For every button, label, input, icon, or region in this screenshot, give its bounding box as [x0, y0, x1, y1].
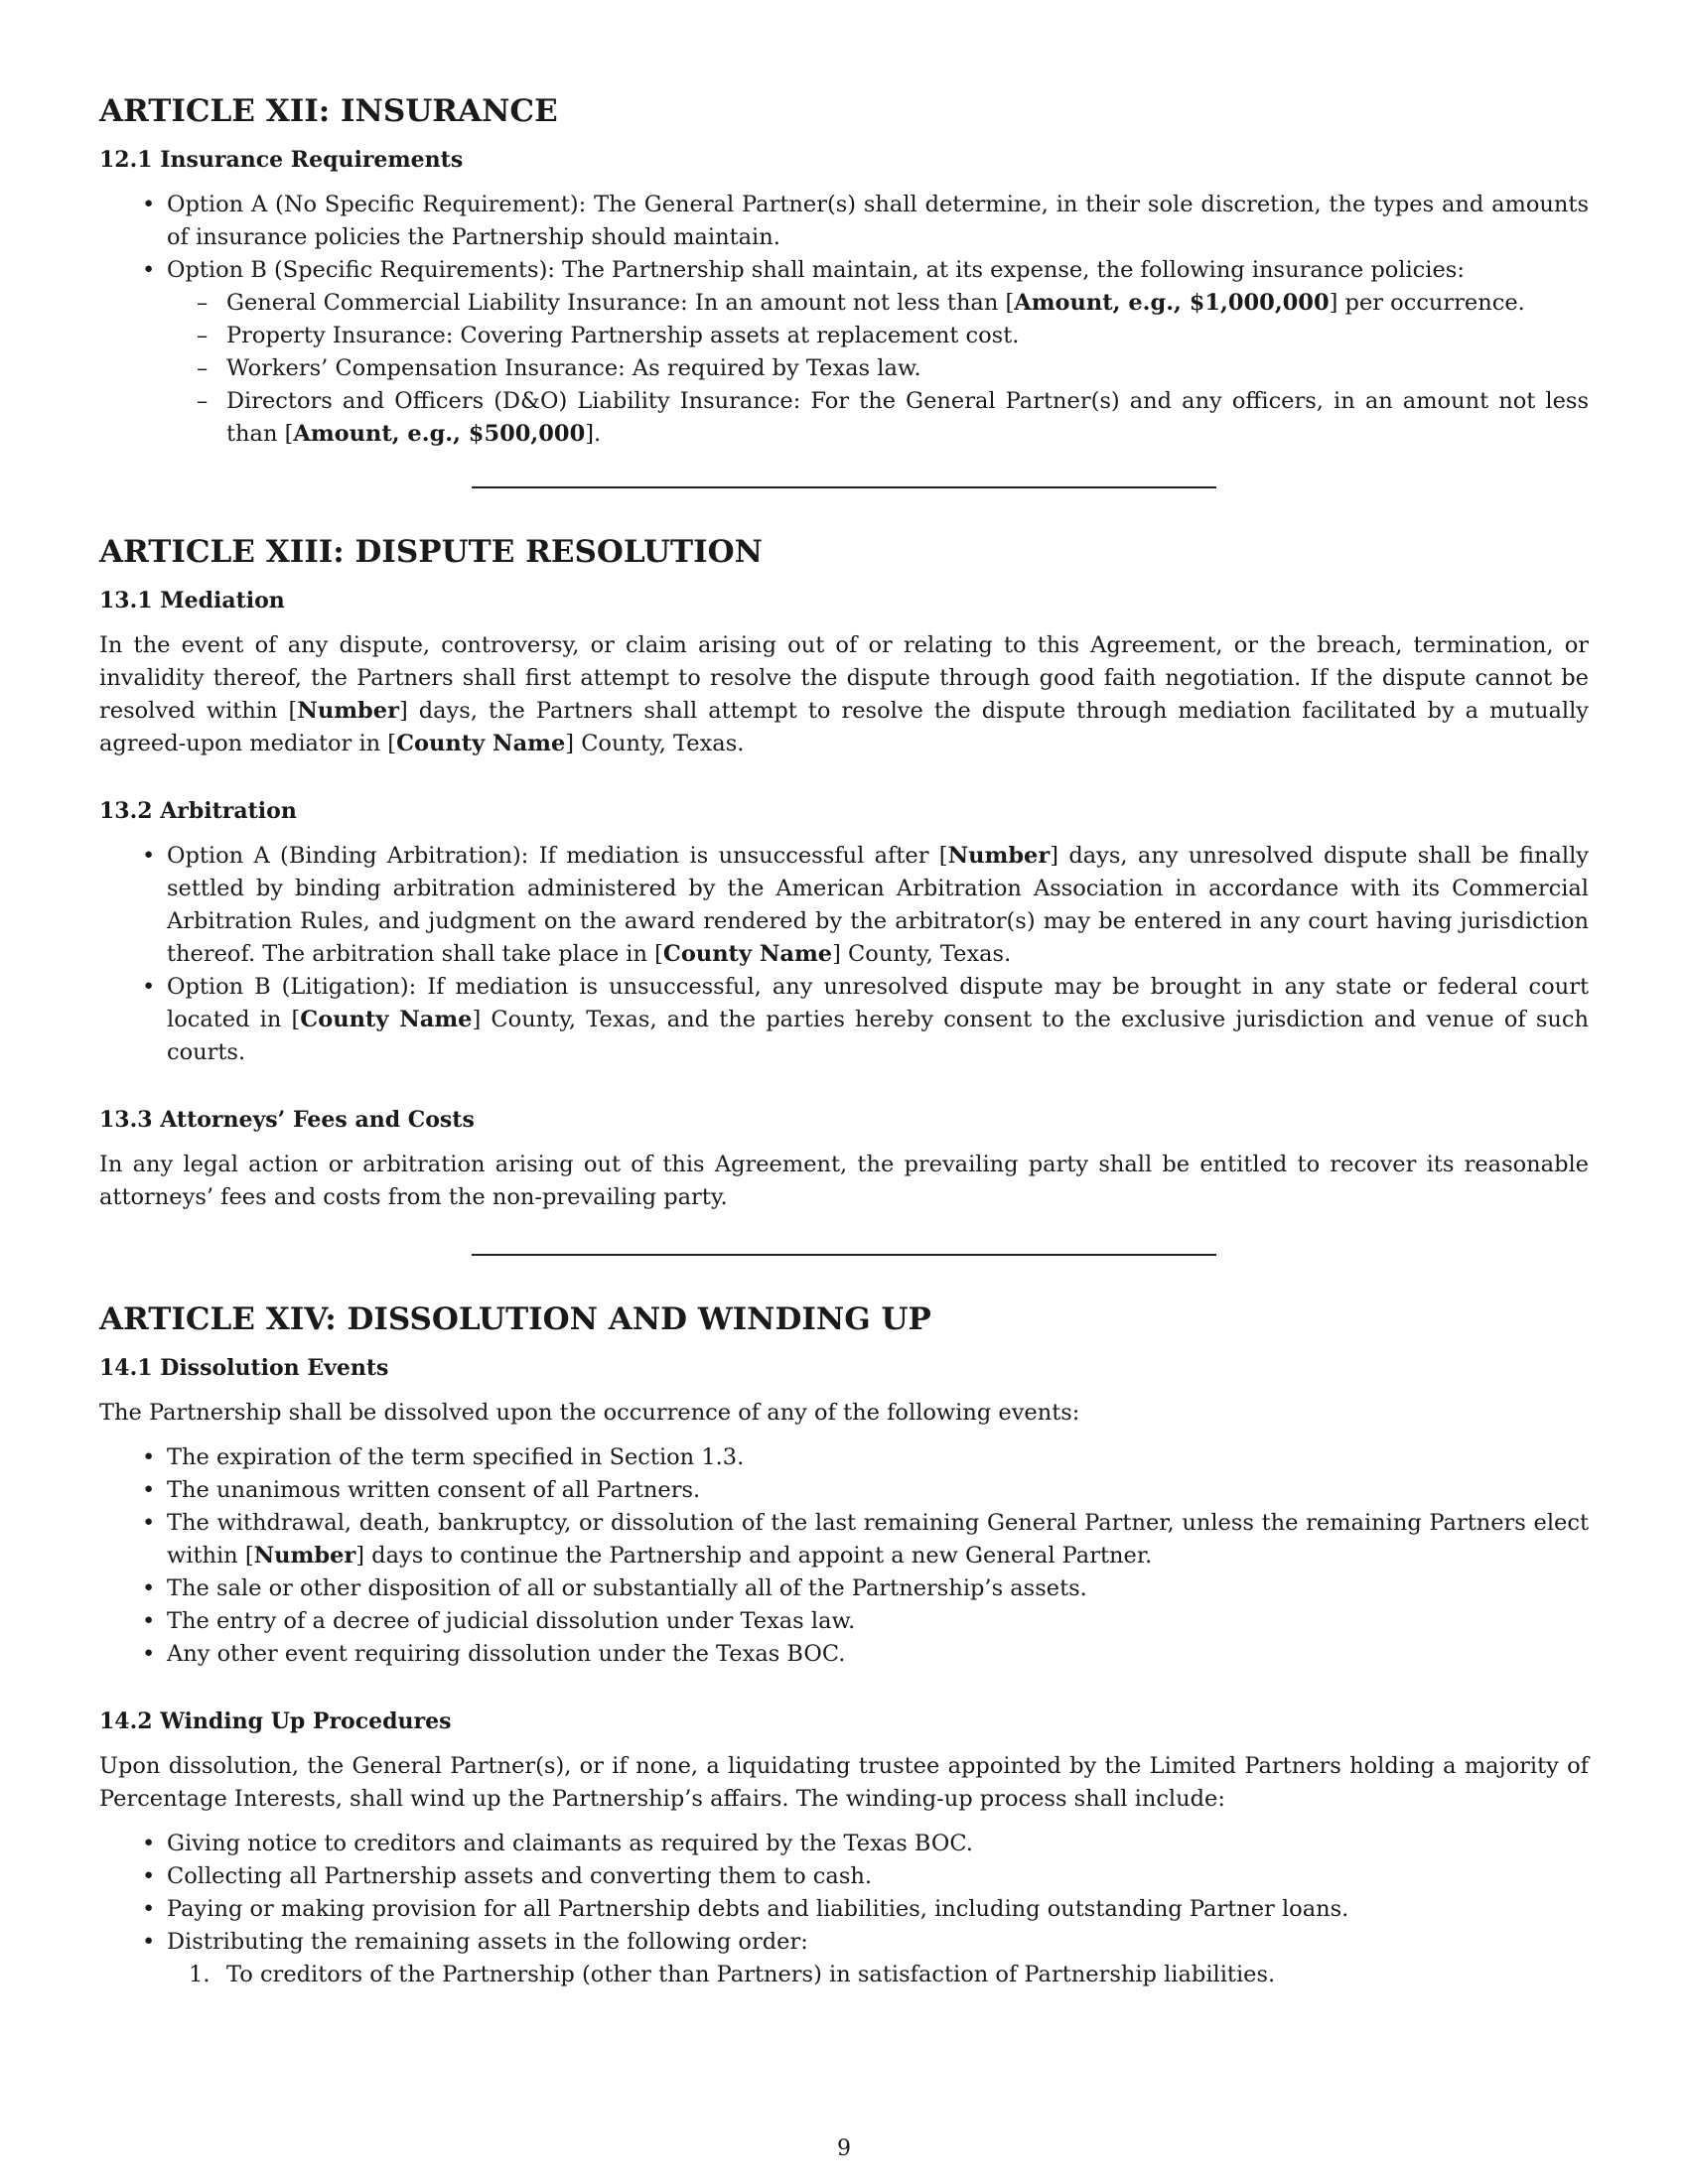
article-xiii-title: ARTICLE XIII: DISPUTE RESOLUTION — [99, 534, 763, 570]
list-item: • Collecting all Partnership assets and converting them to cash. — [99, 1860, 1589, 1893]
section-14-2-heading: 14.2 Winding Up Procedures — [99, 1708, 452, 1734]
insurance-options-list — [99, 189, 1589, 451]
mediation-paragraph: In the event of any dispute, controversy, or claim arising out of or relating to this Agreement, or the breach, termination, or invalidity thereof, the Partners shall first attempt to resolve the dispute through good faith negotiation. If the dispute cannot be resolved within [Number] days, the Partners shall attempt to resolve the dispute through mediation facilitated by a mutually agreed-upon mediator in [County Name] County, Texas. — [99, 632, 1590, 756]
section-12-1-heading: 12.1 Insurance Requirements — [99, 147, 464, 173]
arbitration-options-list — [99, 840, 1589, 1069]
list-item: • Any other event requiring dissolution under the Texas BOC. — [99, 1638, 1589, 1671]
list-item: • Option B (Specific Requirements): The Partnership shall maintain, at its expense, the following insurance policies: – General Commercial Liability Insurance: In an amount not less than [Amount, e.g., $1,000,000] per occurrence. – Property Insurance: Covering Partnership assets at replacement cost. – Workers’ Compensation Insurance: As required by Texas law. – Directors and Officers (D&O) Liability Insurance: For the General Partner(s) and any officers, in an amount not less than [Amount, e.g., $500,000]. — [99, 254, 1589, 451]
section-13-3-heading: 13.3 Attorneys’ Fees and Costs — [99, 1107, 475, 1133]
article-xiv-title: ARTICLE XIV: DISSOLUTION AND WINDING UP — [99, 1301, 931, 1337]
list-item: • Paying or making provision for all Partnership debts and liabilities, including outstanding Partner loans. — [99, 1893, 1589, 1926]
list-item: • Option B (Litigation): If mediation is unsuccessful, any unresolved dispute may be brought in any state or federal court located in [County Name] County, Texas, and the parties hereby consent to the exclusive jurisdiction and venue of such courts. — [99, 971, 1589, 1069]
section-13-2-heading: 13.2 Arbitration — [99, 798, 297, 824]
list-item: – General Commercial Liability Insurance: In an amount not less than [Amount, e.g., $1,000,000] per occurrence. — [99, 287, 1589, 320]
list-item: • Distributing the remaining assets in the following order: 1. To creditors of the Partnership (other than Partners) in satisfaction of Partnership liabilities. — [99, 1926, 1589, 1991]
document-page — [99, 91, 1589, 1991]
list-item: • Option A (No Specific Requirement): The General Partner(s) shall determine, in their sole discretion, the types and amounts of insurance policies the Partnership should maintain. — [99, 189, 1589, 254]
section-13-1-heading: 13.1 Mediation — [99, 588, 285, 614]
section-14-1-heading: 14.1 Dissolution Events — [99, 1355, 389, 1381]
dissolution-intro: The Partnership shall be dissolved upon the occurrence of any of the following events: — [99, 1400, 1080, 1426]
list-item: – Directors and Officers (D&O) Liability Insurance: For the General Partner(s) and any officers, in an amount not less than [Amount, e.g., $500,000]. — [99, 385, 1589, 451]
insurance-policies-list — [167, 287, 1589, 451]
list-item: • The entry of a decree of judicial dissolution under Texas law. — [99, 1605, 1589, 1638]
list-item: – Property Insurance: Covering Partnership assets at replacement cost. — [99, 320, 1589, 352]
list-item: • Option A (Binding Arbitration): If mediation is unsuccessful after [Number] days, any unresolved dispute shall be finally settled by binding arbitration administered by the American Arbitration Association in accordance with its Commercial Arbitration Rules, and judgment on the award rendered by the arbitrator(s) may be entered in any court having jurisdiction thereof. The arbitration shall take place in [County Name] County, Texas. — [99, 840, 1589, 971]
list-item: 1. To creditors of the Partnership (other than Partners) in satisfaction of Partnership liabilities. — [189, 1962, 1276, 1987]
list-item: • The unanimous written consent of all Partners. — [99, 1474, 1589, 1507]
list-item: – Workers’ Compensation Insurance: As required by Texas law. — [99, 352, 1589, 385]
list-item: • The withdrawal, death, bankruptcy, or dissolution of the last remaining General Partner, unless the remaining Partners elect within [Number] days to continue the Partnership and appoint a new General Partner. — [99, 1507, 1589, 1572]
list-item: • Giving notice to creditors and claimants as required by the Texas BOC. — [99, 1828, 1589, 1860]
article-xii-title: ARTICLE XII: INSURANCE — [99, 93, 558, 129]
winding-up-intro: Upon dissolution, the General Partner(s), or if none, a liquidating trustee appointed by the Limited Partners holding a majority of Percentage Interests, shall wind up the Partnership’s affairs. The winding-up process shall include: — [99, 1753, 1589, 1812]
distribution-order-list — [167, 1959, 1589, 1991]
dissolution-events-list — [99, 1441, 1589, 1671]
page-number: 9 — [837, 2136, 851, 2161]
winding-up-list — [99, 1828, 1589, 1991]
list-item: • The expiration of the term specified in Section 1.3. — [99, 1441, 1589, 1474]
list-item: • The sale or other disposition of all or substantially all of the Partnership’s assets. — [99, 1572, 1589, 1605]
attorneys-fees-paragraph: In any legal action or arbitration arising out of this Agreement, the prevailing party shall be entitled to recover its reasonable attorneys’ fees and costs from the non-prevailing party. — [99, 1152, 1589, 1210]
